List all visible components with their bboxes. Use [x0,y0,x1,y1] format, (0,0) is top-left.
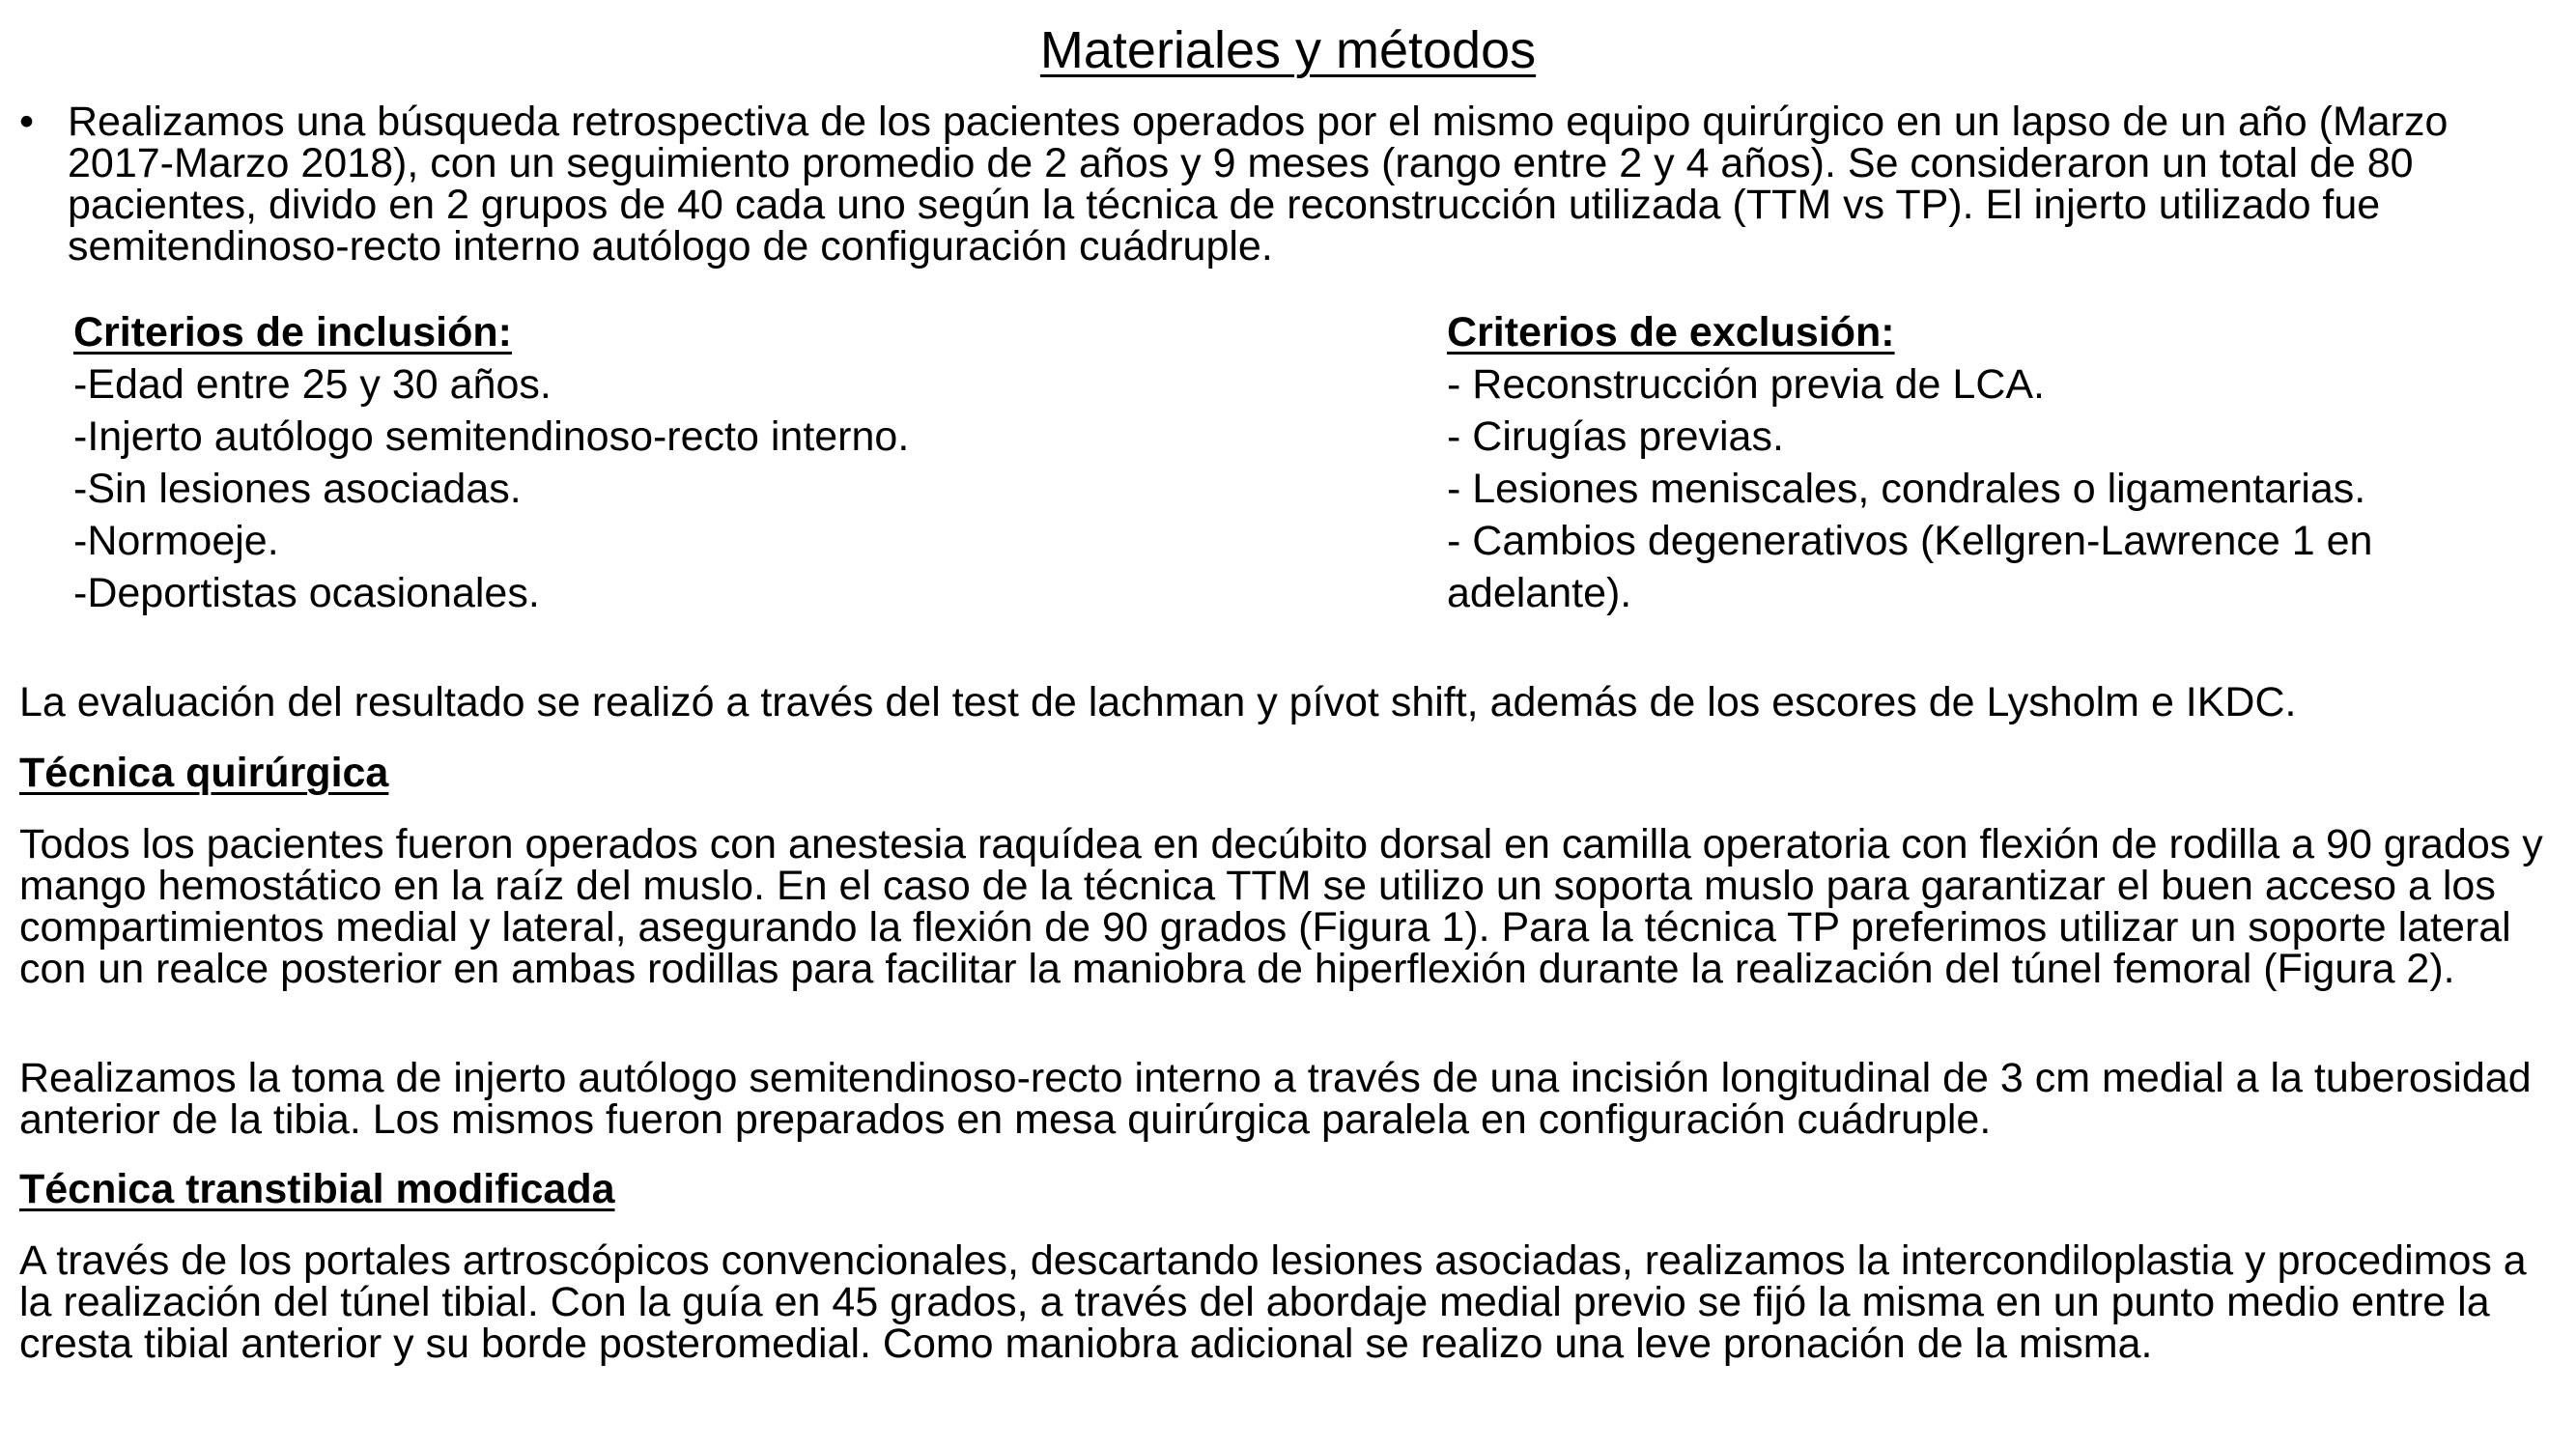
exclusion-item: - Reconstrucción previa de LCA. [1447,361,2046,408]
exclusion-item: - Lesiones meniscales, condrales o ligamentarias. [1447,466,2366,512]
inclusion-item: -Normoeje. [73,518,279,564]
methods-bullet-text: Realizamos una búsqueda retrospectiva de los pacientes operados por el mismo equipo quirúrgico en un lapso de un año (Marzo 2017-Marzo 2018), con un seguimiento promedio de 2 años y 9 meses (rango entre 2 y 4 años). Se consideraron un total de 80 pacientes, divido en 2 grupos de 40 cada uno según la técnica de reconstrucción utilizada (TTM vs TP). El injerto utilizado fue semitendinoso-recto interno autólogo de configuración cuádruple. [68,99,2449,270]
exclusion-heading: Criterios de exclusión: [1447,309,1895,355]
inclusion-item: -Edad entre 25 y 30 años. [73,361,552,408]
modified-transtibial-paragraph: A través de los portales artroscópicos convencionales, descartando lesiones asociadas, realizamos la intercondiloplastia y procedimos a la realización del túnel tibial. Con la guía en 45 grados, a través del abordaje medial previo se fijó la misma en un punto medio entre la cresta tibial anterior y su borde posteromedial. Como maniobra adicional se realizo una leve pronación de la misma. [19,1237,2527,1367]
inclusion-heading: Criterios de inclusión: [73,309,512,355]
methods-bullet [19,101,2550,268]
slide-title: Materiales y métodos [1039,21,1537,79]
evaluation-text: La evaluación del resultado se realizó a través del test de lachman y pívot shift, además de los escores de Lysholm e IKDC. [19,679,2297,725]
graft-harvest-paragraph: Realizamos la toma de injerto autólogo semitendinoso-recto interno a través de una incisión longitudinal de 3 cm medial a la tuberosidad anterior de la tibia. Los mismos fueron preparados en mesa quirúrgica paralela en configuración cuádruple. [19,1055,2532,1143]
modified-transtibial-heading: Técnica transtibial modificada [19,1166,615,1212]
exclusion-criteria [1447,306,2509,619]
inclusion-criteria [73,306,1406,619]
inclusion-item: -Deportistas ocasionales. [73,570,540,616]
surgical-technique-paragraph: Todos los pacientes fueron operados con anestesia raquídea en decúbito dorsal en camilla operatoria con flexión de rodilla a 90 grados y mango hemostático en la raíz del muslo. En el caso de la técnica TTM se utilizo un soporta muslo para garantizar el buen acceso a los compartimientos medial y lateral, asegurando la flexión de 90 grados (Figura 1). Para la técnica TP preferimos utilizar un soporte lateral con un realce posterior en ambas rodillas para facilitar la maniobra de hiperflexión durante la realización del túnel femoral (Figura 2). [19,821,2543,992]
exclusion-item: - Cirugías previas. [1447,413,1784,460]
surgical-technique-heading: Técnica quirúrgica [19,750,389,796]
inclusion-item: -Injerto autólogo semitendinoso-recto interno. [73,413,910,460]
inclusion-item: -Sin lesiones asociadas. [73,466,522,512]
bullet-marker: • [19,99,35,145]
exclusion-item: - Cambios degenerativos (Kellgren-Lawrence 1 en adelante). [1447,518,2373,616]
